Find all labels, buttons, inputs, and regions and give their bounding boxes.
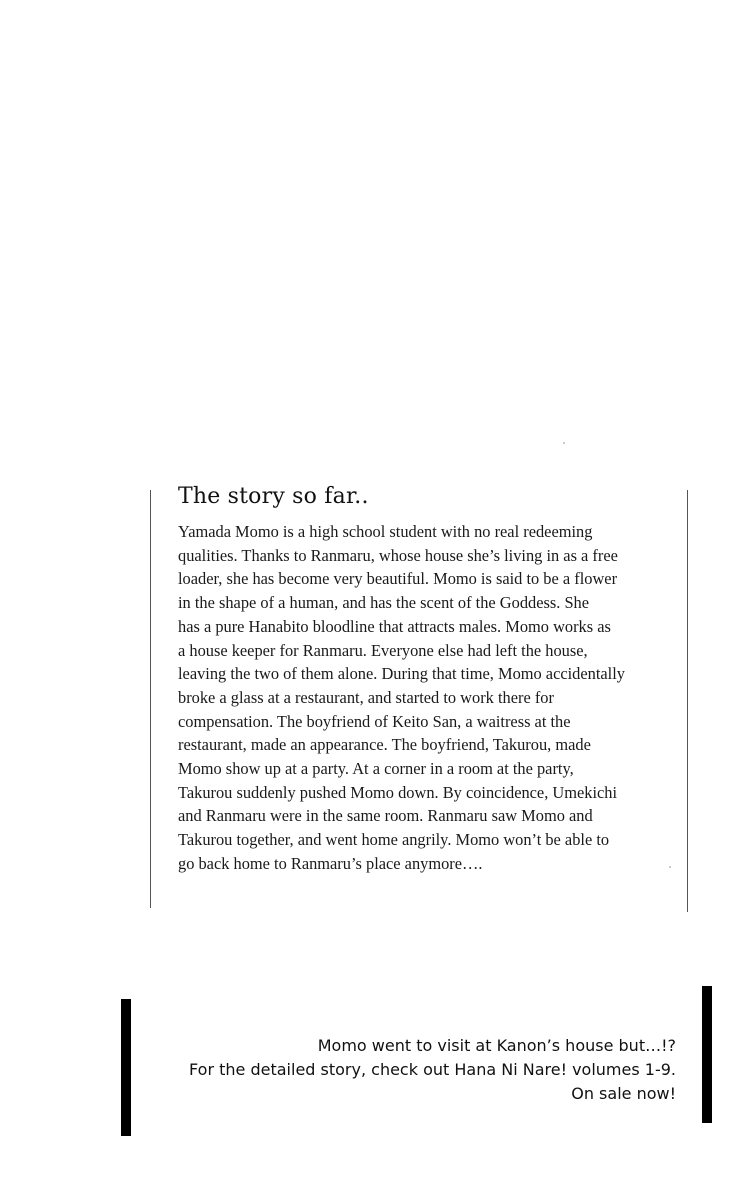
right-border-rule (687, 490, 688, 912)
story-line: in the shape of a human, and has the scent of the Goddess. She (178, 593, 590, 613)
story-line: and Ranmaru were in the same room. Ranmaru saw Momo and (178, 806, 593, 826)
story-line: loader, she has become very beautiful. Momo is said to be a flower (178, 569, 618, 589)
story-title: The story so far.. (178, 484, 369, 509)
story-line: Takurou together, and went home angrily. Momo won’t be able to (178, 830, 610, 850)
left-black-bar (121, 999, 131, 1136)
story-line: leaving the two of them alone. During that time, Momo accidentally (178, 664, 625, 684)
story-line: a house keeper for Ranmaru. Everyone else had left the house, (178, 640, 588, 660)
scan-speck (669, 866, 671, 868)
story-line: has a pure Hanabito bloodline that attracts males. Momo works as (178, 616, 611, 636)
story-line: go back home to Ranmaru’s place anymore…. (178, 853, 483, 873)
story-line: qualities. Thanks to Ranmaru, whose house she’s living in as a free (178, 545, 618, 565)
story-summary-panel (150, 484, 688, 912)
promo-block (189, 1034, 676, 1106)
left-border-rule (150, 490, 151, 908)
story-line: Yamada Momo is a high school student with no real redeeming (178, 522, 593, 541)
right-black-bar (702, 986, 712, 1123)
story-line: restaurant, made an appearance. The boyfriend, Takurou, made (178, 735, 591, 755)
promo-line-on-sale: On sale now! (571, 1084, 676, 1103)
story-body (178, 520, 678, 876)
story-line: Momo show up at a party. At a corner in a room at the party, (178, 759, 574, 779)
scan-speck (563, 442, 565, 444)
promo-line-volumes: For the detailed story, check out Hana Ni Nare! volumes 1-9. (189, 1060, 676, 1079)
story-line: Takurou suddenly pushed Momo down. By coincidence, Umekichi (178, 782, 618, 802)
story-line: compensation. The boyfriend of Keito San, a waitress at the (178, 711, 571, 731)
promo-line-teaser: Momo went to visit at Kanon’s house but…!? (317, 1036, 676, 1055)
story-line: broke a glass at a restaurant, and started to work there for (178, 687, 554, 707)
